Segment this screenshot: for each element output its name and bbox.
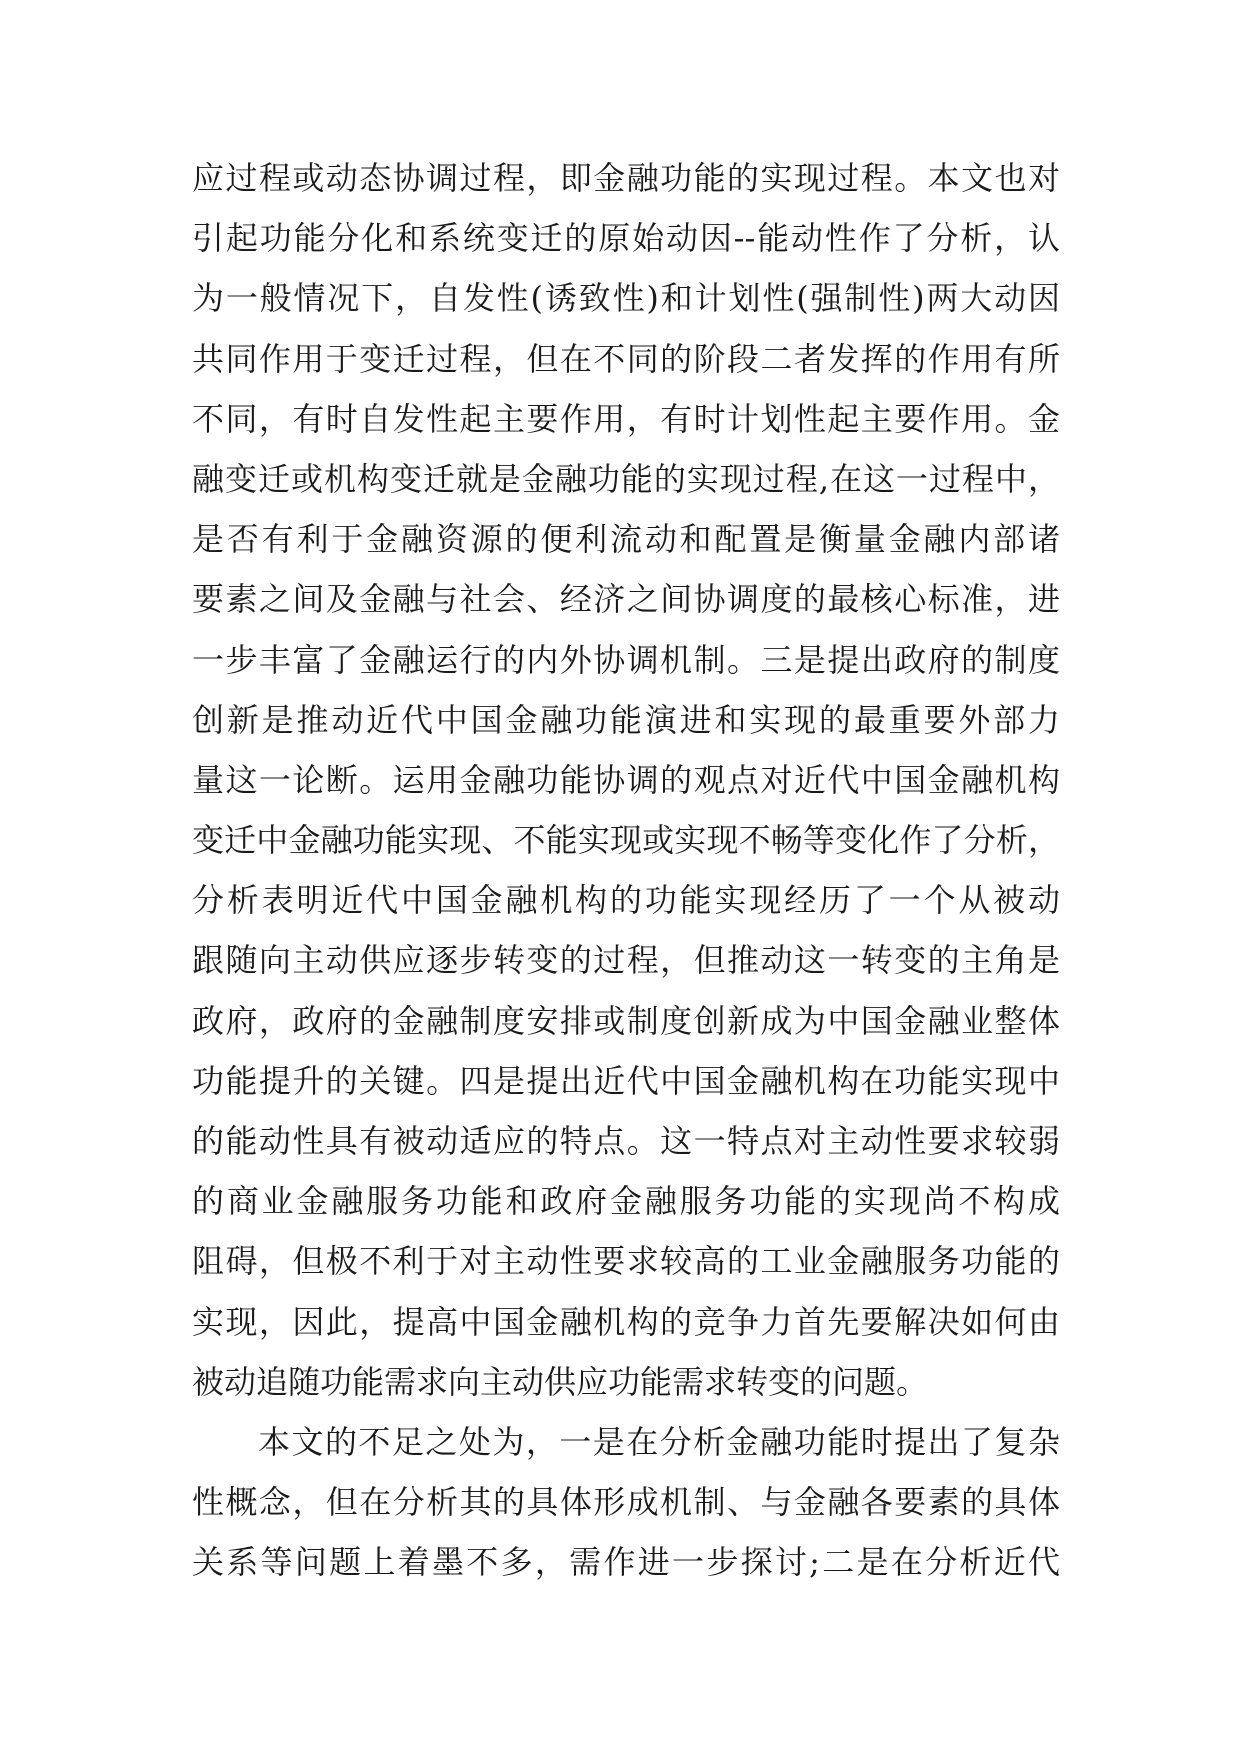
text-line: 为一般情况下，自发性(诱致性)和计划性(强制性)两大动因 xyxy=(192,279,1060,318)
text-line: 共同作用于变迁过程，但在不同的阶段二者发挥的作用有所 xyxy=(192,339,1060,378)
text-line: 关系等问题上着墨不多，需作进一步探讨;二是在分析近代 xyxy=(192,1543,1060,1582)
text-line: 融变迁或机构变迁就是金融功能的实现过程,在这一过程中， xyxy=(192,459,1060,498)
paragraph-2 xyxy=(192,1412,1060,1593)
text-line: 是否有利于金融资源的便利流动和配置是衡量金融内部诸 xyxy=(192,520,1060,559)
text-line: 被动追随功能需求向主动供应功能需求转变的问题。 xyxy=(192,1362,929,1401)
text-line: 引起功能分化和系统变迁的原始动因--能动性作了分析，认 xyxy=(192,219,1060,258)
text-line: 量这一论断。运用金融功能协调的观点对近代中国金融机构 xyxy=(192,760,1060,799)
text-line: 实现，因此，提高中国金融机构的竞争力首先要解决如何由 xyxy=(192,1302,1060,1341)
text-line: 政府，政府的金融制度安排或制度创新成为中国金融业整体 xyxy=(192,1001,1060,1040)
text-line: 变迁中金融功能实现、不能实现或实现不畅等变化作了分析， xyxy=(192,821,1060,860)
text-line: 创新是推动近代中国金融功能演进和实现的最重要外部力 xyxy=(192,700,1060,739)
paragraph-1 xyxy=(192,148,1060,1412)
text-line: 一步丰富了金融运行的内外协调机制。三是提出政府的制度 xyxy=(192,640,1060,679)
text-line: 本文的不足之处为，一是在分析金融功能时提出了复杂 xyxy=(258,1422,1060,1461)
body-text xyxy=(192,148,1060,1593)
text-line: 应过程或动态协调过程，即金融功能的实现过程。本文也对 xyxy=(192,159,1060,197)
text-line: 要素之间及金融与社会、经济之间协调度的最核心标准，进 xyxy=(192,580,1060,619)
text-line: 跟随向主动供应逐步转变的过程，但推动这一转变的主角是 xyxy=(192,941,1060,980)
text-line: 功能提升的关键。四是提出近代中国金融机构在功能实现中 xyxy=(192,1061,1060,1100)
text-line: 的能动性具有被动适应的特点。这一特点对主动性要求较弱 xyxy=(192,1122,1060,1160)
text-line: 性概念，但在分析其的具体形成机制、与金融各要素的具体 xyxy=(192,1483,1060,1522)
text-line: 的商业金融服务功能和政府金融服务功能的实现尚不构成 xyxy=(192,1182,1060,1221)
text-line: 分析表明近代中国金融机构的功能实现经历了一个从被动 xyxy=(192,881,1060,920)
text-line: 不同，有时自发性起主要作用，有时计划性起主要作用。金 xyxy=(192,399,1060,438)
text-line: 阻碍，但极不利于对主动性要求较高的工业金融服务功能的 xyxy=(192,1242,1060,1281)
